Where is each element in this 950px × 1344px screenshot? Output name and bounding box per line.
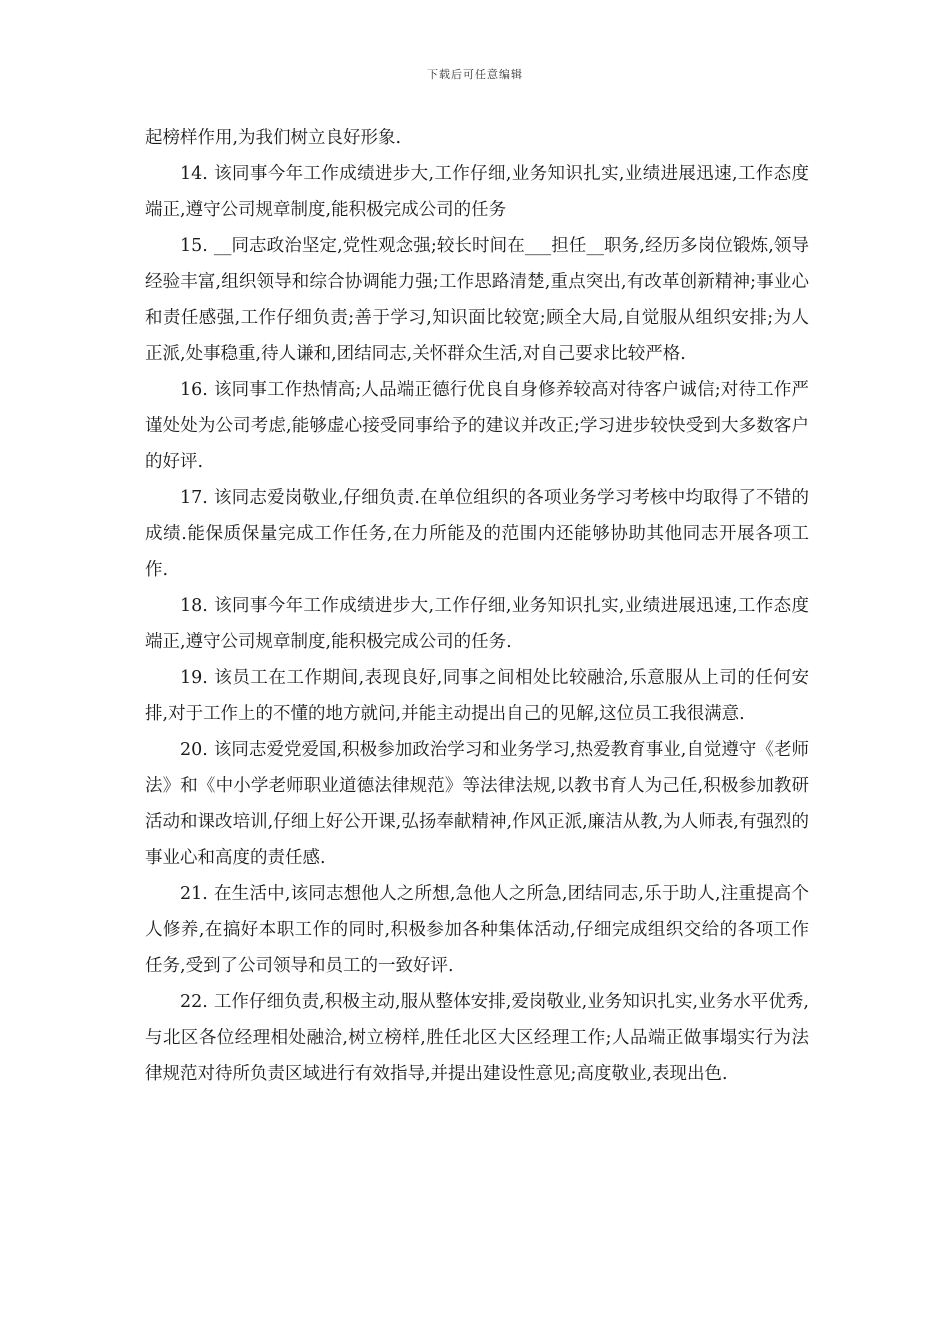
item-text: 在生活中,该同志想他人之所想,急他人之所急,团结同志,乐于助人,注重提高个人修养,在搞好本职工作的同时,积极参加各种集体活动,仔细完成组织交给的各项工作任务,受到了公司领导和员工的一致好评. xyxy=(145,884,809,976)
item-number: 19. xyxy=(180,668,208,688)
item-text: 该同事工作热情高;人品端正德行优良自身修养较高对待客户诚信;对待工作严谨处处为公司考虑,能够虚心接受同事给予的建议并改正;学习进步较快受到大多数客户的好评. xyxy=(145,380,809,472)
item-number: 18. xyxy=(180,596,208,616)
continuation-paragraph: 起榜样作用,为我们树立良好形象. xyxy=(145,128,402,148)
item-number: 15. xyxy=(180,236,208,256)
document-body xyxy=(145,120,809,1092)
list-item-15 xyxy=(145,228,809,372)
list-item-22 xyxy=(145,984,809,1092)
item-text: 该同志爱岗敬业,仔细负责.在单位组织的各项业务学习考核中均取得了不错的成绩.能保质保量完成工作任务,在力所能及的范围内还能够协助其他同志开展各项工作. xyxy=(145,488,809,580)
item-number: 17. xyxy=(180,488,208,508)
item-number: 21. xyxy=(180,884,208,904)
header-note: 下载后可任意编辑 xyxy=(427,68,523,81)
item-text: 该同事今年工作成绩进步大,工作仔细,业务知识扎实,业绩进展迅速,工作态度端正,遵守公司规章制度,能积极完成公司的任务. xyxy=(145,596,809,652)
item-number: 20. xyxy=(180,740,208,760)
item-text: 工作仔细负责,积极主动,服从整体安排,爱岗敬业,业务知识扎实,业务水平优秀,与北区各位经理相处融洽,树立榜样,胜任北区大区经理工作;人品端正做事塌实行为法律规范对待所负责区域进行有效指导,并提出建设性意见;高度敬业,表现出色. xyxy=(145,992,809,1084)
list-item-20 xyxy=(145,732,809,876)
item-number: 14. xyxy=(180,164,208,184)
item-text: 该员工在工作期间,表现良好,同事之间相处比较融洽,乐意服从上司的任何安排,对于工作上的不懂的地方就问,并能主动提出自己的见解,这位员工我很满意. xyxy=(145,668,809,724)
item-number: 22. xyxy=(180,992,208,1012)
list-item-17 xyxy=(145,480,809,588)
item-text: __同志政治坚定,党性观念强;较长时间在___担任__职务,经历多岗位锻炼,领导经验丰富,组织领导和综合协调能力强;工作思路清楚,重点突出,有改革创新精神;事业心和责任感强,工作仔细负责;善于学习,知识面比较宽;顾全大局,自觉服从组织安排;为人正派,处事稳重,待人谦和,团结同志,关怀群众生活,对自己要求比较严格. xyxy=(145,236,809,364)
list-item-21 xyxy=(145,876,809,984)
list-item-14 xyxy=(145,156,809,228)
list-item-18 xyxy=(145,588,809,660)
item-text: 该同志爱党爱国,积极参加政治学习和业务学习,热爱教育事业,自觉遵守《老师法》和《中小学老师职业道德法律规范》等法律法规,以教书育人为己任,积极参加教研活动和课改培训,仔细上好公开课,弘扬奉献精神,作风正派,廉洁从教,为人师表,有强烈的事业心和高度的责任感. xyxy=(145,740,809,868)
list-item-16 xyxy=(145,372,809,480)
item-text: 该同事今年工作成绩进步大,工作仔细,业务知识扎实,业绩进展迅速,工作态度端正,遵守公司规章制度,能积极完成公司的任务 xyxy=(145,164,809,220)
list-item-19 xyxy=(145,660,809,732)
item-number: 16. xyxy=(180,380,208,400)
